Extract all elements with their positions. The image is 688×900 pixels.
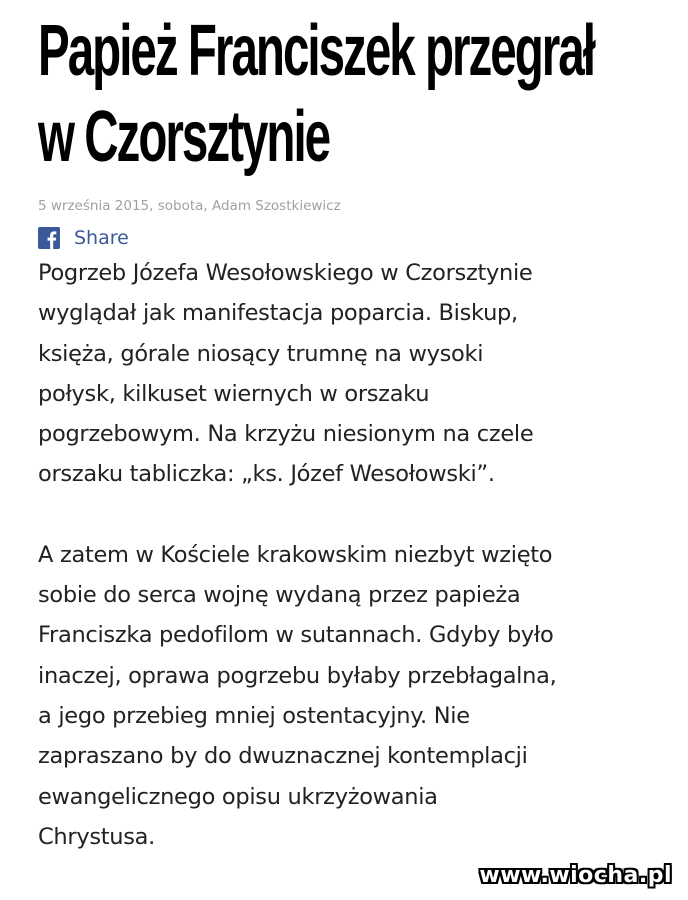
- paragraph-line: pogrzebowym. Na krzyżu niesionym na czele: [38, 421, 534, 448]
- article-body: [38, 253, 668, 857]
- article: [38, 8, 668, 857]
- article-paragraph: [38, 253, 668, 495]
- facebook-icon: [38, 227, 60, 249]
- article-paragraph: [38, 535, 668, 857]
- article-title-line: Papież Franciszek przegrał: [38, 11, 594, 91]
- paragraph-line: A zatem w Kościele krakowskim niezbyt wzięto: [38, 541, 553, 568]
- share-label: Share: [74, 227, 129, 249]
- paragraph-line: ewangelicznego opisu ukrzyżowania: [38, 783, 438, 810]
- article-title: [38, 8, 672, 180]
- paragraph-line: Chrystusa.: [38, 823, 156, 850]
- facebook-share-button[interactable]: [38, 225, 668, 251]
- paragraph-line: sobie do serca wojnę wydaną przez papieża: [38, 582, 521, 609]
- paragraph-line: orszaku tabliczka: „ks. Józef Wesołowski”.: [38, 461, 495, 488]
- site-watermark: www.wiocha.pl: [479, 863, 672, 888]
- article-meta: 5 września 2015, sobota, Adam Szostkiewicz: [38, 198, 341, 214]
- paragraph-line: połysk, kilkuset wiernych w orszaku: [38, 380, 430, 407]
- paragraph-line: wyglądał jak manifestacja poparcia. Biskup,: [38, 300, 518, 327]
- paragraph-line: inaczej, oprawa pogrzebu byłaby przebłagalna,: [38, 662, 557, 689]
- article-title-line: w Czorsztynie: [38, 97, 330, 177]
- paragraph-line: a jego przebieg mniej ostentacyjny. Nie: [38, 702, 470, 729]
- paragraph-line: Pogrzeb Józefa Wesołowskiego w Czorsztynie: [38, 260, 533, 286]
- paragraph-line: księża, górale niosący trumnę na wysoki: [38, 340, 484, 367]
- paragraph-line: Franciszka pedofilom w sutannach. Gdyby było: [38, 622, 554, 649]
- paragraph-line: zapraszano by do dwuznacznej kontemplacji: [38, 743, 528, 770]
